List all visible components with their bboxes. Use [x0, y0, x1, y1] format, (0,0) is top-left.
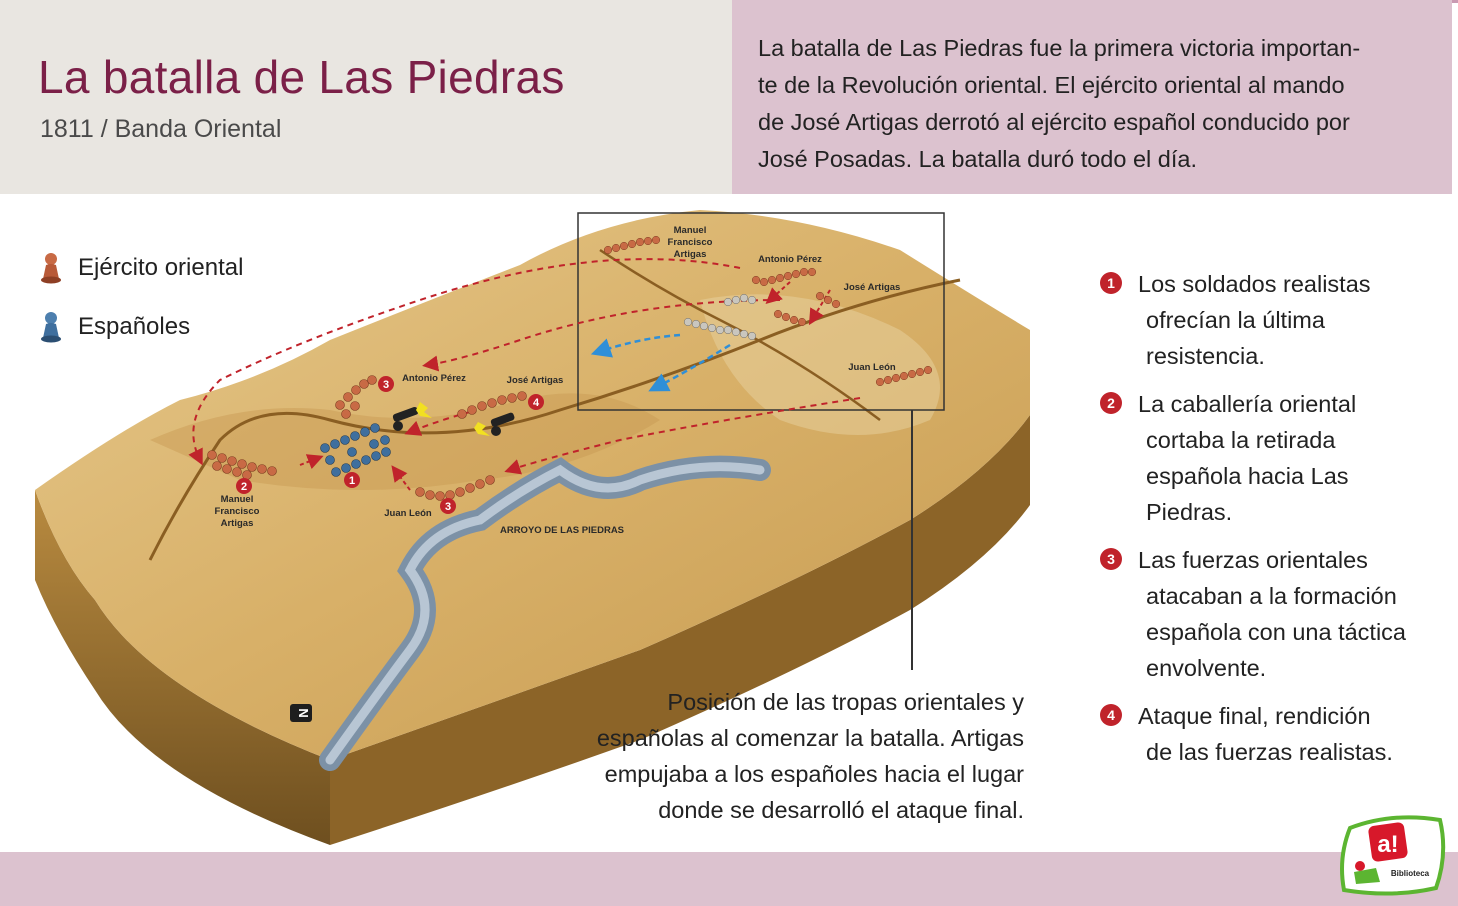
step-line: resistencia.: [1146, 343, 1265, 369]
svg-text:2: 2: [240, 481, 248, 493]
step-line: de las fuerzas realistas.: [1146, 739, 1393, 765]
step-item: [1100, 698, 1445, 770]
svg-text:3: 3: [382, 379, 390, 391]
step-line: envolvente.: [1146, 655, 1267, 681]
step-line: ofrecían la última: [1146, 307, 1325, 333]
step-number: 2: [1100, 392, 1122, 414]
label-juan-leon: Juan León: [384, 508, 432, 519]
label-artigas-mf-inset: Francisco: [667, 237, 713, 248]
step-line: Los soldados realistas: [1138, 271, 1371, 297]
step-line: atacaban a la formación: [1146, 583, 1397, 609]
marker-2: [236, 478, 252, 494]
legend-label: Españoles: [78, 313, 191, 340]
page-subtitle: 1811 / Banda Oriental: [40, 115, 282, 143]
marker-1: [344, 472, 360, 488]
compass-icon: [290, 704, 312, 722]
step-line: Las fuerzas orientales: [1138, 547, 1368, 573]
svg-text:1: 1: [348, 475, 356, 487]
step-item: [1100, 386, 1445, 530]
caption-line: españolas al comenzar la batalla. Artigas: [596, 725, 1024, 751]
step-line: La caballería oriental: [1138, 391, 1357, 417]
map-caption: [560, 684, 1024, 828]
label-perez-inset: Antonio Pérez: [758, 254, 822, 265]
intro-line: La batalla de Las Piedras fue la primera victoria importan-: [758, 35, 1361, 61]
legend-label: Ejército oriental: [78, 254, 244, 281]
svg-text:3: 3: [444, 501, 452, 513]
steps-list: [1100, 266, 1445, 782]
step-line: cortaba la retirada: [1146, 427, 1336, 453]
step-text: [1138, 542, 1438, 686]
step-text: [1138, 266, 1438, 374]
step-item: [1100, 266, 1445, 374]
label-artigas-mf-inset: Artigas: [673, 249, 707, 260]
label-artigas-mf: Francisco: [214, 506, 260, 517]
step-line: Piedras.: [1146, 499, 1233, 525]
intro-text: [758, 30, 1438, 178]
step-line: Ataque final, rendición: [1138, 703, 1371, 729]
label-arroyo: ARROYO DE LAS PIEDRAS: [499, 525, 625, 536]
intro-line: de José Artigas derrotó al ejército español conducido por: [758, 109, 1350, 135]
page-title: La batalla de Las Piedras: [38, 51, 565, 103]
step-item: [1100, 542, 1445, 686]
step-number: 3: [1100, 548, 1122, 570]
caption-line: donde se desarrolló el ataque final.: [658, 797, 1024, 823]
marker-4: [528, 394, 544, 410]
step-line: española hacia Las: [1146, 463, 1349, 489]
svg-text:a!: a!: [1377, 831, 1399, 858]
footer-bar: [0, 852, 1458, 906]
intro-line: te de la Revolución oriental. El ejército oriental al mando: [758, 72, 1345, 98]
svg-text:Biblioteca: Biblioteca: [1390, 869, 1430, 878]
caption-line: Posición de las tropas orientales y: [667, 689, 1024, 715]
label-juan-leon-inset: Juan León: [848, 362, 896, 373]
marker-3: [440, 498, 456, 514]
label-artigas-mf: Artigas: [220, 518, 254, 529]
biblioteca-logo: [1336, 810, 1448, 898]
svg-text:N: N: [296, 708, 311, 718]
caption-line: empujaba a los españoles hacia el lugar: [604, 761, 1024, 787]
label-jose-artigas-inset: José Artigas: [843, 282, 901, 293]
label-perez: Antonio Pérez: [402, 373, 466, 384]
marker-3: [378, 376, 394, 392]
step-line: española con una táctica: [1146, 619, 1406, 645]
label-artigas-mf-inset: Manuel: [673, 225, 707, 236]
label-artigas-mf: Manuel: [220, 494, 254, 505]
svg-text:4: 4: [532, 397, 540, 409]
step-text: [1138, 698, 1438, 770]
step-number: 1: [1100, 272, 1122, 294]
step-text: [1138, 386, 1438, 530]
step-number: 4: [1100, 704, 1122, 726]
intro-line: José Posadas. La batalla duró todo el día.: [758, 146, 1197, 172]
label-jose-artigas: José Artigas: [506, 375, 564, 386]
